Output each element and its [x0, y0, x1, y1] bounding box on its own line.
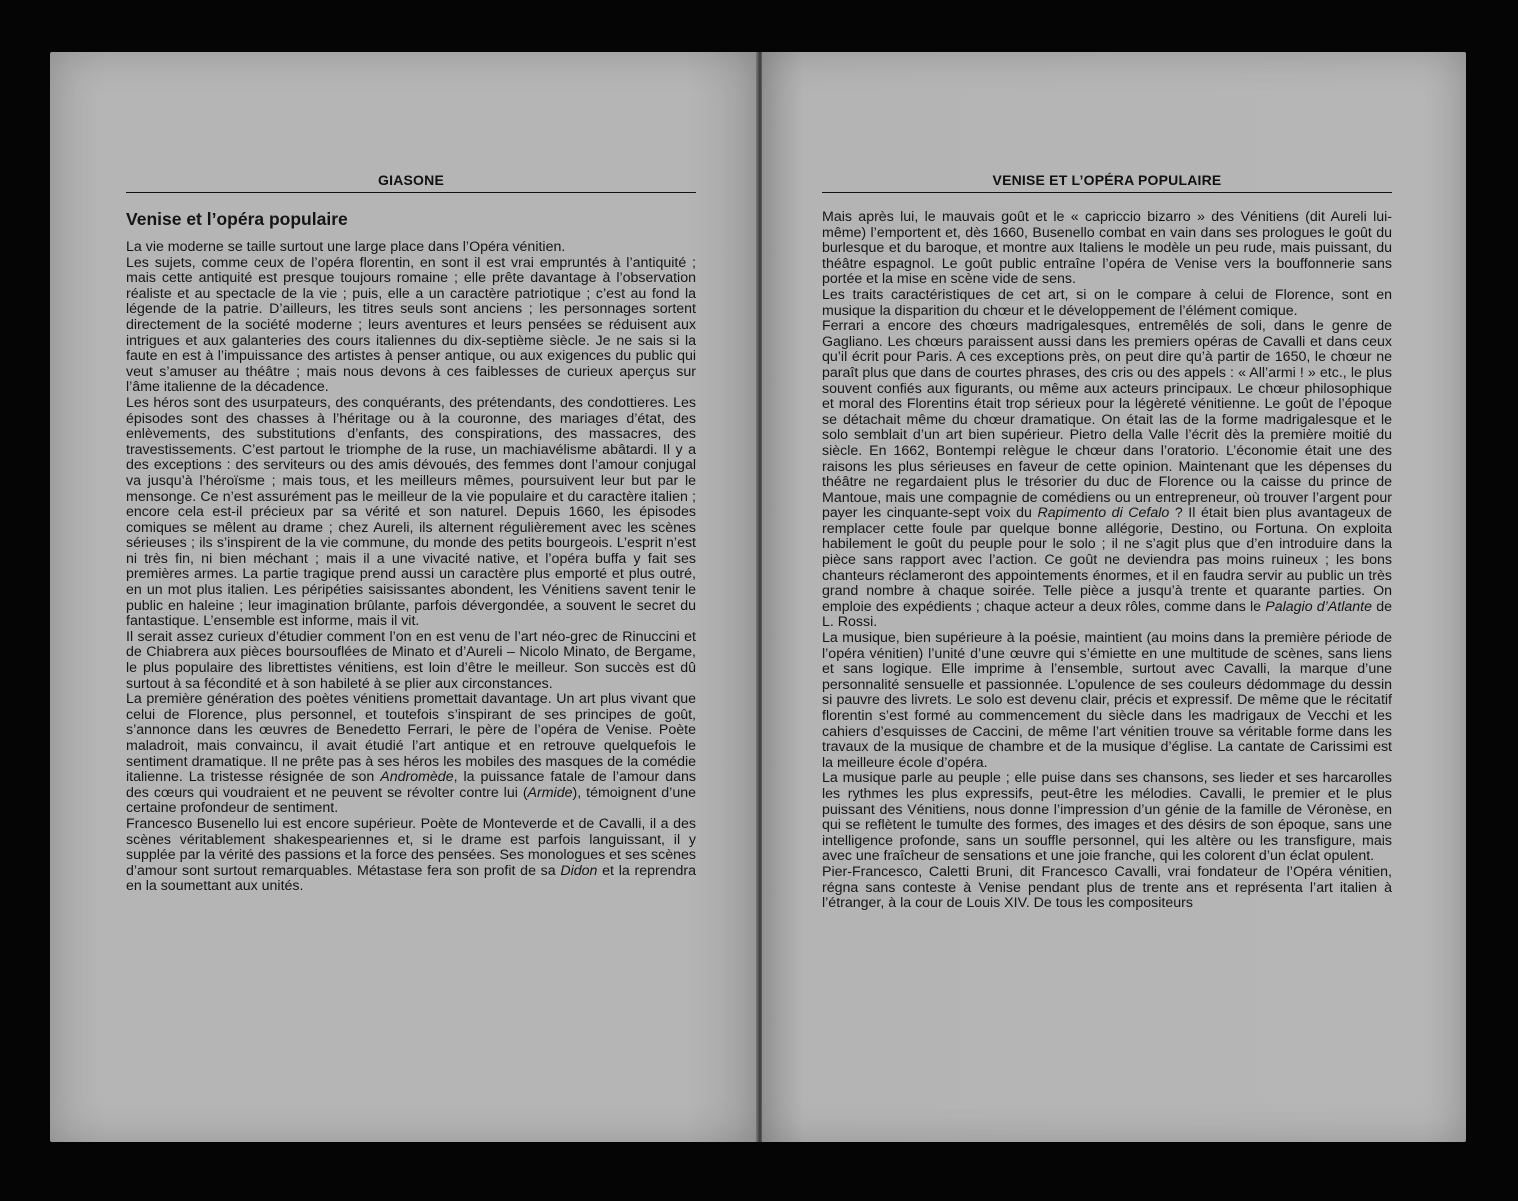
paragraph-text: de L. Rossi.: [822, 598, 1392, 631]
paragraph: Pier-Francesco, Caletti Bruni, dit Francesco Cavalli, vrai fondateur de l’Opéra vénitien, régna sans conteste à Venise pendant plus de trente ans et représenta l’art italien à l’étranger, à la cour de Louis XIV. De tous les compositeurs: [822, 863, 1392, 912]
paragraph: La musique parle au peuple ; elle puise dans ses chansons, ses lieder et ses harcarolles les rythmes les plus expressifs, peut-être les mélodies. Cavalli, le premier et le plus puissant des Vénitiens, nous donne l’impression d’un génie de la famille de Véronèse, en qui se reflètent le tumulte des formes, des images et des désirs de son époque, sans une intelligence profonde, sans un souffle personnel, qui les altère ou les transfigure, mais avec une fraîcheur de sensations et une joie franche, qui les colorent d’un éclat opulent.: [822, 770, 1392, 865]
paragraph-text: Ferrari a encore des chœurs madrigalesques, entremêlés de soli, dans le genre de Gagliano. Les chœurs paraissent aussi dans les premiers opéras de Cavalli et dans ceux qu’il écrit pour Paris. A ces exceptions près, on peut dire qu’à partir de 1650, le chœur ne paraît plus que dans de courtes phrases, des cris ou des appels : « All’armi ! » etc., le plus souvent confiés aux figurants, ou même aux acteurs principaux. Le chœur philosophique et moral des Florentins était trop sérieux pour la légèreté vénitienne. Le goût de l’époque se détachait même du chœur dramatique. On était las de la forme madrigalesque et le solo semblait d’un art bien supérieur. Pietro della Valle l’écrit dès la première moitié du siècle. En 1662, Bontempi relègue le chœur dans l’oratorio. L’économie était une des raisons les plus sérieuses en faveur de cette opinion. Maintenant que les dépenses du théâtre ne regardaient plus le trésorier du duc de Florence ou la caisse du prince de Mantoue, mais une compagnie de comédiens ou un entrepreneur, où trouver l’argent pour payer les cinquante-sept voix du: [822, 318, 1392, 522]
italic-title: Andromède: [380, 769, 454, 786]
italic-title: Rapimento di Cefalo: [1037, 505, 1170, 522]
running-header-left: GIASONE: [126, 172, 696, 193]
paragraph: [126, 817, 696, 895]
paragraph-text: , la puissance fatale de l’amour dans des cœurs qui voudraient et ne peuvent se révolter contre lui (: [126, 769, 696, 801]
italic-title: Palagio d’Atlante: [1265, 598, 1372, 615]
left-page: [50, 52, 758, 1142]
paragraph-text: Francesco Busenello lui est encore supérieur. Poète de Monteverde et de Cavalli, il a des scènes véritablement shakespeariennes et, si le drame est parfois languissant, il y supplée par la vérité des passions et la force des pensées. Ses monologues et ses scènes d’amour sont surtout remarquables. Métastase fera son profit de sa: [126, 815, 696, 879]
left-text-column: [126, 208, 696, 895]
right-page: [762, 52, 1466, 1142]
paragraph: La musique, bien supérieure à la poésie, maintient (au moins dans la première période de l’opéra vénitien) l’unité d’une œuvre qui s’émiette en une multitude de scènes, sans liens et sans logique. Elle imprime à l’ensemble, surtout avec Cavalli, la marque d’une personnalité sensuelle et passionnée. L’opulence de ses couleurs dédommage du dessin si pauvre des livrets. Le solo est devenu clair, précis et expressif. De même que le récitatif florentin s’est formé au commencement du siècle dans les madrigaux de Vecchi et les cahiers d’esquisses de Caccini, de même l’art vénitien trouve sa véritable forme dans les travaux de la musique de chambre et de la musique d’église. La cantate de Carissimi est la meilleure école d’opéra.: [822, 630, 1392, 771]
paragraph-text: La première génération des poètes vénitiens promettait davantage. Un art plus vivant que celui de Florence, plus personnel, et toutefois s’inspirant de ses principes de goût, s’annonce dans les œuvres de Benedetto Ferrari, le père de l’opéra de Venise. Poète maladroit, mais convaincu, il avait étudié l’art antique et en retrouve quelquefois le sentiment dramatique. Il ne prête pas à ses héros les mobiles des masques de la comédie italienne. La tristesse résignée de son: [126, 691, 696, 786]
paragraph: Les héros sont des usurpateurs, des conquérants, des prétendants, des condottieres. Les épisodes sont des chasses à l’héritage ou à la couronne, des mariages d’état, des enlèvements, des substitutions d’enfants, des conspirations, des massacres, des travestissements. C’est partout le triomphe de la ruse, un machiavélisme abâtardi. Il y a des exceptions : des serviteurs ou des amis dévoués, des femmes dont l’amour conjugal va jusqu’à l’héroïsme ; mais tous, et les meilleurs mêmes, poursuivent leur but par le mensonge. Ce n’est assurément pas le meilleur de la vie populaire et du caractère italien ; encore cela est-il précieux par sa vérité et son naturel. Depuis 1660, les épisodes comiques se mêlent au drame ; chez Aureli, ils alternent régulièrement avec les scènes sérieuses ; ils s’inspirent de la vie commune, du monde des petits bourgeois. L’esprit n’est ni très fin, ni bien méchant ; mais il a une vivacité native, et l’opéra buffa y fait ses premières armes. La partie tragique prend aussi un caractère plus emporté et plus outré, en un mot plus italien. Les péripéties saisissantes abondent, les Vénitiens savent tenir le public en haleine ; leur imagination brûlante, parfois dévergondée, a souvent le secret du fantastique. L’ensemble est informe, mais il vit.: [126, 394, 696, 630]
paragraph: [822, 319, 1392, 631]
paragraph-text: et la reprendra en la soumettant aux unités.: [126, 862, 696, 895]
italic-title: Didon: [560, 862, 598, 879]
section-title: Venise et l’opéra populaire: [126, 209, 348, 229]
paragraph: Les traits caractéristiques de cet art, si on le compare à celui de Florence, sont en musique la disparition du chœur et le développement de l’élément comique.: [822, 286, 1392, 319]
paragraph: La vie moderne se taille surtout une large place dans l’Opéra vénitien.: [126, 239, 566, 255]
italic-title: Armide: [527, 784, 573, 801]
paragraph: Il serait assez curieux d’étudier comment l’on en est venu de l’art néo-grec de Rinuccini et de Chiabrera aux pièces boursouflées de Minato et d’Aureli – Nicolo Minato, de Bergame, le plus populaire des librettistes vénitiens, est loin d’être le meilleur. Son succès est dû surtout à sa fécondité et à son habileté à se plier aux circonstances.: [126, 628, 696, 692]
paragraph: Les sujets, comme ceux de l’opéra florentin, en sont il est vrai empruntés à l’antiquité ; mais cette antiquité est presque toujours romaine ; elle prête davantage à l’observation réaliste et au spectacle de la vie ; puis, elle a un caractère patriotique ; c’est au fond la légende de la patrie. D’ailleurs, les titres seuls sont anciens ; les personnages sortent directement de la société moderne ; leurs aventures et leurs pensées se réduisent aux intrigues et aux galanteries des cours italiennes du dix-septième siècle. Je ne sais si la faute en est à l’impuissance des artistes à penser antique, ou aux exigences du public qui veut s’amuser au théâtre ; mais nous devons à ces faiblesses de curieux aperçus sur l’âme italienne de la décadence.: [126, 254, 696, 396]
right-text-column: [822, 210, 1392, 912]
paragraph-text: ), témoignent d’une certaine profondeur de sentiment.: [126, 784, 696, 817]
paragraph: [126, 692, 696, 817]
paragraph: Mais après lui, le mauvais goût et le « capriccio bizarro » des Vénitiens (dit Aureli lui-même) l’emportent et, dès 1660, Busenello combat en vain dans ses prologues le goût du burlesque et du baroque, et montre aux Italiens le modèle un peu rude, mais puissant, du théâtre espagnol. Le goût public entraîne l’opéra de Venise vers la bouffonnerie sans portée et la mise en scène vide de sens.: [822, 209, 1392, 288]
paragraph-text: ? Il était bien plus avantageux de remplacer cette foule par quelque bonne allégorie, Destino, ou Fortuna. On exploita habilement le goût du peuple pour le solo ; il ne s’agit plus que d’en introduire dans la pièce sans rapport avec l’action. Ce goût ne deviendra pas moins ruineux ; les bons chanteurs réclameront des appointements énormes, et il en faudra servir au public un très grand nombre à chaque soirée. Telle pièce a jusqu’à trente et quarante parties. On emploie des expédients ; chaque acteur a deux rôles, comme dans le: [822, 505, 1393, 615]
running-header-right: VENISE ET L’OPÉRA POPULAIRE: [822, 172, 1392, 193]
